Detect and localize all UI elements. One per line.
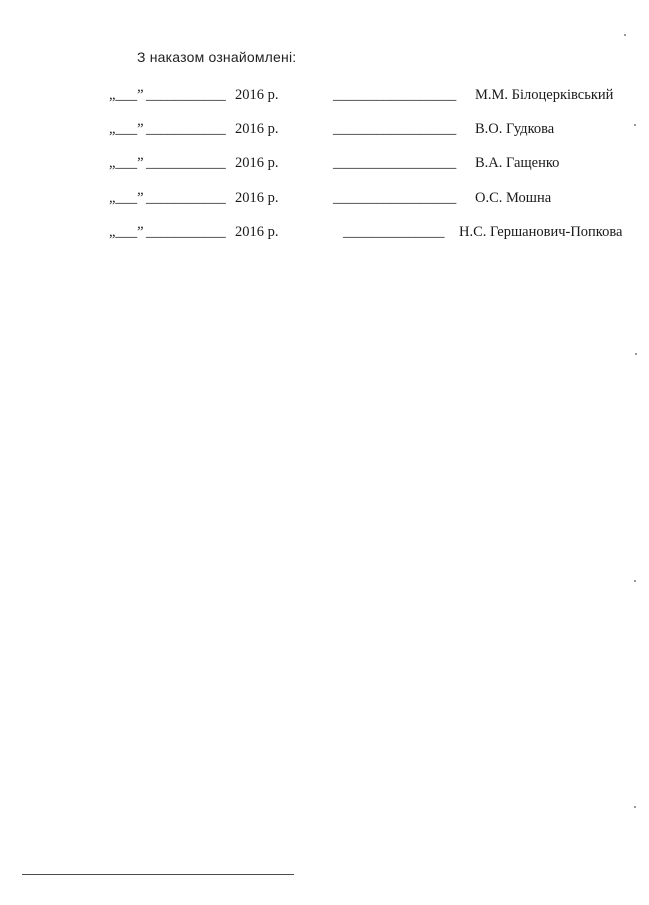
signature-line: ______________ bbox=[343, 224, 445, 240]
signatory-name: О.С. Мошна bbox=[475, 190, 552, 206]
signatory-name: М.М. Білоцерківський bbox=[475, 87, 614, 103]
date-month-blank: ___________ bbox=[146, 155, 226, 171]
date-year: 2016 р. bbox=[235, 155, 279, 171]
date-month-blank: ___________ bbox=[146, 87, 226, 103]
signature-line: _________________ bbox=[333, 155, 457, 171]
scan-speck bbox=[624, 34, 626, 36]
date-year: 2016 р. bbox=[235, 121, 279, 137]
signature-row bbox=[0, 119, 649, 139]
footnote-rule bbox=[22, 874, 294, 875]
date-year: 2016 р. bbox=[235, 224, 279, 240]
signatory-name: В.А. Гащенко bbox=[475, 155, 560, 171]
signature-row bbox=[0, 222, 649, 242]
signatory-name: В.О. Гудкова bbox=[475, 121, 555, 137]
signature-row bbox=[0, 153, 649, 173]
signature-line: _________________ bbox=[333, 87, 457, 103]
date-month-blank: ___________ bbox=[146, 224, 226, 240]
signature-row bbox=[0, 85, 649, 105]
scan-speck bbox=[634, 580, 636, 582]
acknowledgement-heading: З наказом ознайомлені: bbox=[137, 49, 297, 65]
date-day-blank: „___” bbox=[109, 155, 144, 171]
signatory-name: Н.С. Гершанович-Попкова bbox=[459, 224, 623, 240]
date-day-blank: „___” bbox=[109, 87, 144, 103]
date-month-blank: ___________ bbox=[146, 190, 226, 206]
date-day-blank: „___” bbox=[109, 190, 144, 206]
signature-row bbox=[0, 188, 649, 208]
signature-line: _________________ bbox=[333, 190, 457, 206]
date-year: 2016 р. bbox=[235, 190, 279, 206]
scan-speck bbox=[634, 124, 636, 126]
date-year: 2016 р. bbox=[235, 87, 279, 103]
scan-speck bbox=[635, 353, 637, 355]
scan-speck bbox=[634, 806, 636, 808]
date-month-blank: ___________ bbox=[146, 121, 226, 137]
date-day-blank: „___” bbox=[109, 224, 144, 240]
date-day-blank: „___” bbox=[109, 121, 144, 137]
signature-line: _________________ bbox=[333, 121, 457, 137]
